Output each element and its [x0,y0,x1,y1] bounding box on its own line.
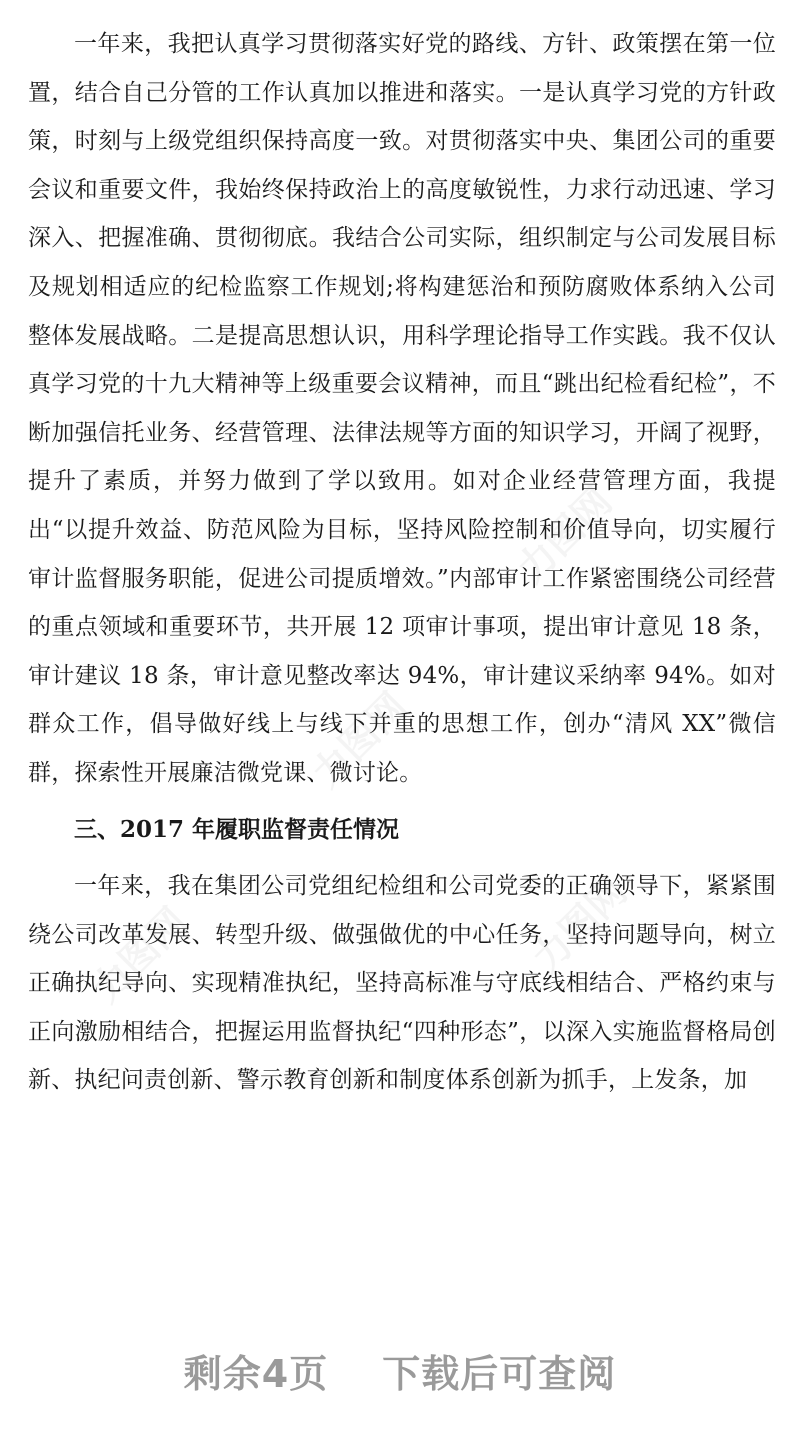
watermark: 力图网 [303,684,416,796]
document-body [28,20,776,1105]
section-heading: 三、2017 年履职监督责任情况 [74,815,400,843]
watermark: 力图网 [523,869,636,981]
body-paragraph: 一年来，我把认真学习贯彻落实好党的路线、方针、政策摆在第一位置，结合自己分管的工作认真加以推进和落实。一是认真学习党的方针政策，时刻与上级党组织保持高度一致。对贯彻落实中央、集团公司的重要会议和重要文件，我始终保持政治上的高度敏锐性，力求行动迅速、学习深入、把握准确、贯彻彻底。我结合公司实际，组织制定与公司发展目标及规划相适应的纪检监察工作规划;将构建惩治和预防腐败体系纳入公司整体发展战略。二是提高思想认识，用科学理论指导工作实践。我不仅认真学习党的十九大精神等上级重要会议精神，而且“跳出纪检看纪检”，不断加强信托业务、经营管理、法律法规等方面的知识学习，开阔了视野，提升了素质，并努力做到了学以致用。如对企业经营管理方面，我提出“以提升效益、防范风险为目标，坚持风险控制和价值导向，切实履行审计监督服务职能，促进公司提质增效。”内部审计工作紧密围绕公司经营的重点领域和重要环节，共开展 12 项审计事项，提出审计意见 18 条，审计建议 18 条，审计意见整改率达 94%，审计建议采纳率 94%。如对群众工作，倡导做好线上与线下并重的思想工作，创办“清风 XX”微信群，探索性开展廉洁微党课、微讨论。 [28,31,776,786]
watermark: 力图网 [83,899,196,1011]
download-to-view-link[interactable]: 下载后可查阅 [382,1351,617,1396]
body-paragraph: 一年来，我在集团公司党组纪检组和公司党委的正确领导下，紧紧围绕公司改革发展、转型升级、做强做优的中心任务，坚持问题导向，树立正确执纪导向、实现精准执纪，坚持高标准与守底线相结合、严格约束与正向激励相结合，把握运用监督执纪“四种形态”，以深入实施监督格局创新、执纪问责创新、警示教育创新和制度体系创新为抓手，上发条，加 [28,873,776,1094]
watermark: 力图网 [508,479,621,591]
remaining-pages-label: 剩余4页 [183,1351,329,1396]
preview-limit-banner [0,1330,800,1410]
